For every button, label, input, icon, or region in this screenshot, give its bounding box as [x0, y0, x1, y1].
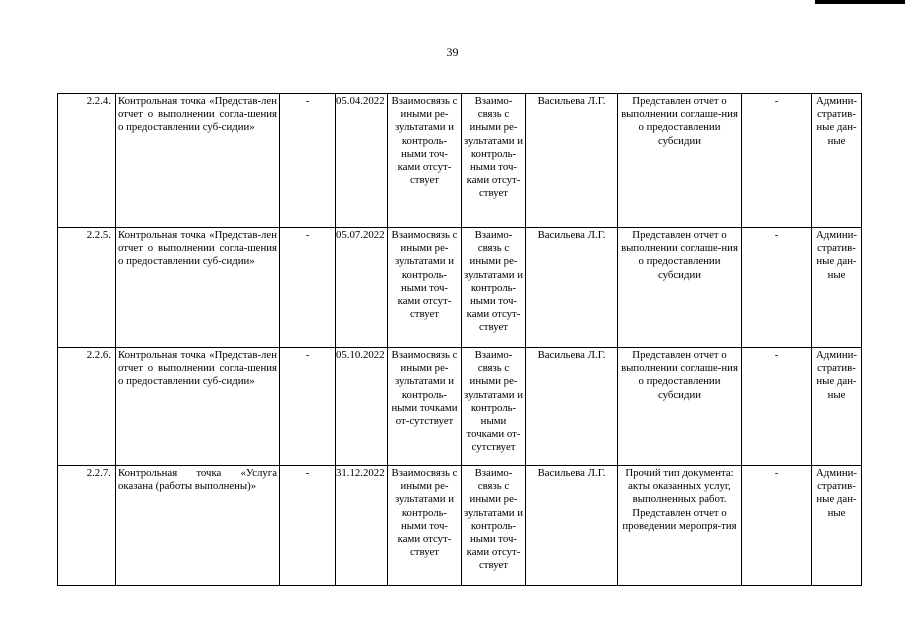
information-system-cell: -	[742, 466, 812, 586]
table-row	[58, 228, 862, 348]
control-point-name: Контрольная точка «Представ-лен отчет о выполнении согла-шения о предоставлении суб-сидии»	[116, 348, 280, 466]
row-number: 2.2.5.	[58, 228, 116, 348]
information-system-cell: -	[742, 228, 812, 348]
row-number: 2.2.4.	[58, 94, 116, 228]
control-points-table	[57, 93, 862, 586]
responsible-person: Васильева Л.Г.	[526, 466, 618, 586]
control-point-name: Контрольная точка «Услуга оказана (работы выполнены)»	[116, 466, 280, 586]
start-date-cell: -	[280, 228, 336, 348]
responsible-person: Васильева Л.Г.	[526, 228, 618, 348]
due-date: 05.07.2022	[336, 228, 388, 348]
relation-previous: Взаимосвязь с иными ре-зультатами и контроль-ными точ-ками отсут-ствует	[388, 466, 462, 586]
due-date: 31.12.2022	[336, 466, 388, 586]
row-number: 2.2.7.	[58, 466, 116, 586]
information-system-cell: -	[742, 94, 812, 228]
relation-next: Взаимо-связь с иными ре-зультатами и контроль-ными точ-ками отсут-ствует	[462, 228, 526, 348]
result-document: Прочий тип документа: акты оказанных услуг, выполненных работ. Представлен отчет о проведении меропря-тия	[618, 466, 742, 586]
information-system-cell: -	[742, 348, 812, 466]
relation-next: Взаимо-связь с иными ре-зультатами и контроль-ными точ-ками отсут-ствует	[462, 94, 526, 228]
data-source: Админи-стратив-ные дан-ные	[812, 348, 862, 466]
table-row	[58, 94, 862, 228]
start-date-cell: -	[280, 466, 336, 586]
control-point-name: Контрольная точка «Представ-лен отчет о выполнении согла-шения о предоставлении суб-сидии»	[116, 228, 280, 348]
data-source: Админи-стратив-ные дан-ные	[812, 466, 862, 586]
relation-previous: Взаимосвязь с иными ре-зультатами и контроль-ными точками от-сутствует	[388, 348, 462, 466]
control-point-name: Контрольная точка «Представ-лен отчет о выполнении согла-шения о предоставлении суб-сидии»	[116, 94, 280, 228]
table-row	[58, 348, 862, 466]
result-document: Представлен отчет о выполнении соглаше-ния о предоставлении субсидии	[618, 94, 742, 228]
row-number: 2.2.6.	[58, 348, 116, 466]
result-document: Представлен отчет о выполнении соглаше-ния о предоставлении субсидии	[618, 228, 742, 348]
data-source: Админи-стратив-ные дан-ные	[812, 228, 862, 348]
relation-next: Взаимо-связь с иными ре-зультатами и контроль-ными точками от-сутствует	[462, 348, 526, 466]
due-date: 05.04.2022	[336, 94, 388, 228]
relation-previous: Взаимосвязь с иными ре-зультатами и контроль-ными точ-ками отсут-ствует	[388, 228, 462, 348]
data-source: Админи-стратив-ные дан-ные	[812, 94, 862, 228]
responsible-person: Васильева Л.Г.	[526, 94, 618, 228]
responsible-person: Васильева Л.Г.	[526, 348, 618, 466]
table-row	[58, 466, 862, 586]
start-date-cell: -	[280, 94, 336, 228]
relation-next: Взаимо-связь с иными ре-зультатами и контроль-ными точ-ками отсут-ствует	[462, 466, 526, 586]
page-number: 39	[446, 45, 459, 59]
relation-previous: Взаимосвязь с иными ре-зультатами и контроль-ными точ-ками отсут-ствует	[388, 94, 462, 228]
start-date-cell: -	[280, 348, 336, 466]
due-date: 05.10.2022	[336, 348, 388, 466]
scan-edge-bar	[815, 0, 905, 4]
result-document: Представлен отчет о выполнении соглаше-ния о предоставлении субсидии	[618, 348, 742, 466]
